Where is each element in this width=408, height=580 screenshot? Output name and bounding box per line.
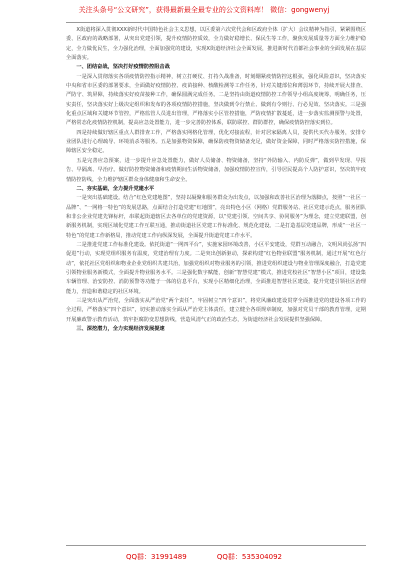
qq-group-1: QQ群：31991489: [126, 553, 187, 561]
paragraph-2: 四是持续做好辖区重点人群排查工作，严格落实网格化管理，优化对接流程，针对居家隔离人员，提供代买代办服务，安排专业团队进行心理疏导、环境消杀等服务。五是加强物资保障，确保防疫物资储备充足，做好资金保障，同时严格落实防控措施，保障辖区安全稳定。: [66, 129, 366, 155]
paragraph-5: 二是推进党建工作标准化建设。依托街道“一网四平台”，实施家园环境改善，小区平安建设，党群互动融合，文明风尚弘扬“四促进”行动，实现党组织服务有温度，党建治理有力度。二是突出创新驱动，探索构建“红色物业联盟”服务机制，通过开展“红色行动”，依托社区党组织和物业企业党组织共建共治，加强党组织对物业服务的引领，推进党组织建设与物业管理深度融合，打造党建引领物业服务新模式，全面提升物业服务水平。三是强化数字赋能，创新“智慧党建”模式，推进党校社区“智慧小区”项目，建设集车辆管理、治安防控、消防预警等功能于一体的信息平台，实现小区精细化治理，全面推进智慧社区建设，提升党建引领社区治理能力，营造和谐稳定的社区环境。: [66, 241, 366, 295]
footer-divider: [66, 545, 366, 546]
section-heading-2: 二、夯实基础，全力提升党建水平: [76, 185, 155, 192]
section-heading-3: 三、深挖潜力，全力实现经济发展提速: [76, 326, 165, 332]
intro-paragraph: X街道将深入贯彻XXX新时代中国特色社会主义思想，以区委第六次党代会和区政府全体（扩大）会议精神为指引，紧紧围绕区委、区政府的战略部署，从突出党建引领，提升疫情防控质效，全力做好稳增长、保民生等工作，聚焦发展质量等方面全力维护稳定，全力做优民生，全力强化治理，全面加强党的建设，实现X街道经济社会全面发展，推进新时代首都社会事业的全面发展在基层全面落实。: [66, 27, 366, 62]
footer: [0, 552, 408, 562]
qq-group-2: QQ群：535304092: [216, 553, 282, 561]
document-body: [66, 26, 366, 542]
paragraph-3: 五是完善应急预案，进一步提升应急处置能力，做好人员储备、物资储备，坚持“外防输入、内防反弹”，做到早发现、早报告、早隔离、早治疗。做好防控物资储备和疫情期间生活物资储备，加强疫情防控宣传，引导居民提高个人防护意识，坚决筑牢疫情防控防线，全力维护辖区群众身体健康和生命安全。: [66, 157, 366, 183]
section-heading-1: 一、团结奋战，坚决打好疫情防控阻击战: [76, 64, 170, 71]
paragraph-1: 一是深入贯彻落实各项疫情防控指示精神，树立打硬仗、打持久战准备，时刻绷紧疫情防控这根弦，强化风险意识，坚决落实中央和省市区委的部署要求，全面做好疫情防控、疫苗接种、核酸检测等工作任务，针对关键部位和薄弱环节，持续开展大排查、严防守、筑屏障，持续落实好疫苗接种工作，确保圆满完成任务。二是坚持由街道疫情防控工作领导小组高度统筹，明确任务，压实责任，坚决落实好上级决定组织和发布的各项疫情防控措施，坚决做到令行禁止、做到有令则行、行必见效、坚决落实。三是强化重点区域和关键环节管控，严格监管人员进出管理，严格落实小区管控措施，严防疫情扩散蔓延，进一步落实监测预警与处置，严格常态化疫情防控机制，提高应急处置能力，进一步完善防控体系，联防联控、群防群控，确保疫情防控落实到位。: [66, 73, 366, 127]
paragraph-6: 三是突出从严治党，全面落实从严治党“两个责任”，牢固树立“四个意识”，将党风廉政建设贯穿全面推进党的建设各项工作的全过程，严格落实“四个意识”，切实推动落实全面从严治党主体责任，建立健全各项规章制度，加强对党员干部的教育管理，定期开展廉政警示教育活动，筑牢拒腐防变思想防线，营造风清气正的政治生态，为街道经济社会发展提供坚强保障。: [66, 297, 366, 323]
header-divider: [66, 22, 366, 23]
top-banner: 关注头条号“公文研究”，获得最新最全最专业的公文资料库！ 微信：gongwenyj: [78, 6, 330, 14]
paragraph-4: 一是突出基础建设。结合“红色党建地图”，坚持以凝聚和服务群众为出发点，以加强和改善社区治理为落脚点，按照“一社区一品牌”、“一网格一特色”的发展思路，点面结合打造党建“红地图”，亮出特色小区（网格）党群服务站、社区党建示范点，服务团队和非公企业党建先锋标杆，串联起街道辖区去各单位的党建资源，以“党建引领、空间共享、协同服务”为理念，建立党建联盟，创新服务机制，实现区域化党建工作互联互通，推动街道社区党建工作标准化、规范化建设。二是打造基层党建品牌，形成“一社区一特色”的党建工作新格局，推动党建工作向纵深发展，全面提升街道党建工作水平。: [66, 195, 366, 239]
